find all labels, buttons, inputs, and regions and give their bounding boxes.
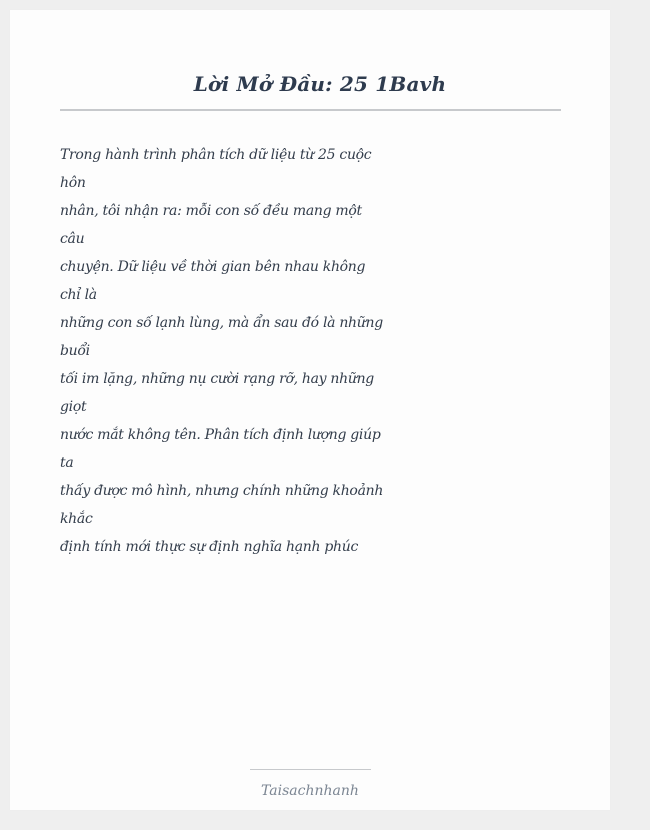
- title-divider: [60, 109, 561, 111]
- footer-divider: [250, 769, 371, 770]
- text-line: câu: [60, 231, 85, 247]
- text-line: Trong hành trình phân tích dữ liệu từ 25 cuộc: [60, 147, 372, 163]
- footer-credit: Taisachnhanh: [261, 783, 359, 799]
- document-page: [10, 10, 610, 810]
- text-line: tối im lặng, những nụ cười rạng rỡ, hay những: [60, 371, 374, 387]
- text-line: chuyện. Dữ liệu về thời gian bên nhau không: [60, 259, 366, 275]
- text-line: nhân, tôi nhận ra: mỗi con số đều mang một: [60, 203, 362, 219]
- text-line: hôn: [60, 175, 86, 191]
- text-line: định tính mới thực sự định nghĩa hạnh phúc: [60, 539, 359, 555]
- page-title: Lời Mở Đầu: 25 1Bavh: [193, 72, 447, 96]
- text-line: chỉ là: [60, 287, 97, 303]
- text-line: ta: [60, 455, 74, 471]
- text-line: khắc: [60, 511, 93, 527]
- text-line: giọt: [60, 399, 87, 415]
- text-line: nước mắt không tên. Phân tích định lượng giúp: [60, 427, 381, 443]
- body-paragraph: [60, 141, 384, 561]
- text-line: những con số lạnh lùng, mà ẩn sau đó là những: [60, 315, 383, 331]
- text-line: buổi: [60, 343, 90, 359]
- text-line: thấy được mô hình, nhưng chính những khoảnh: [60, 483, 384, 499]
